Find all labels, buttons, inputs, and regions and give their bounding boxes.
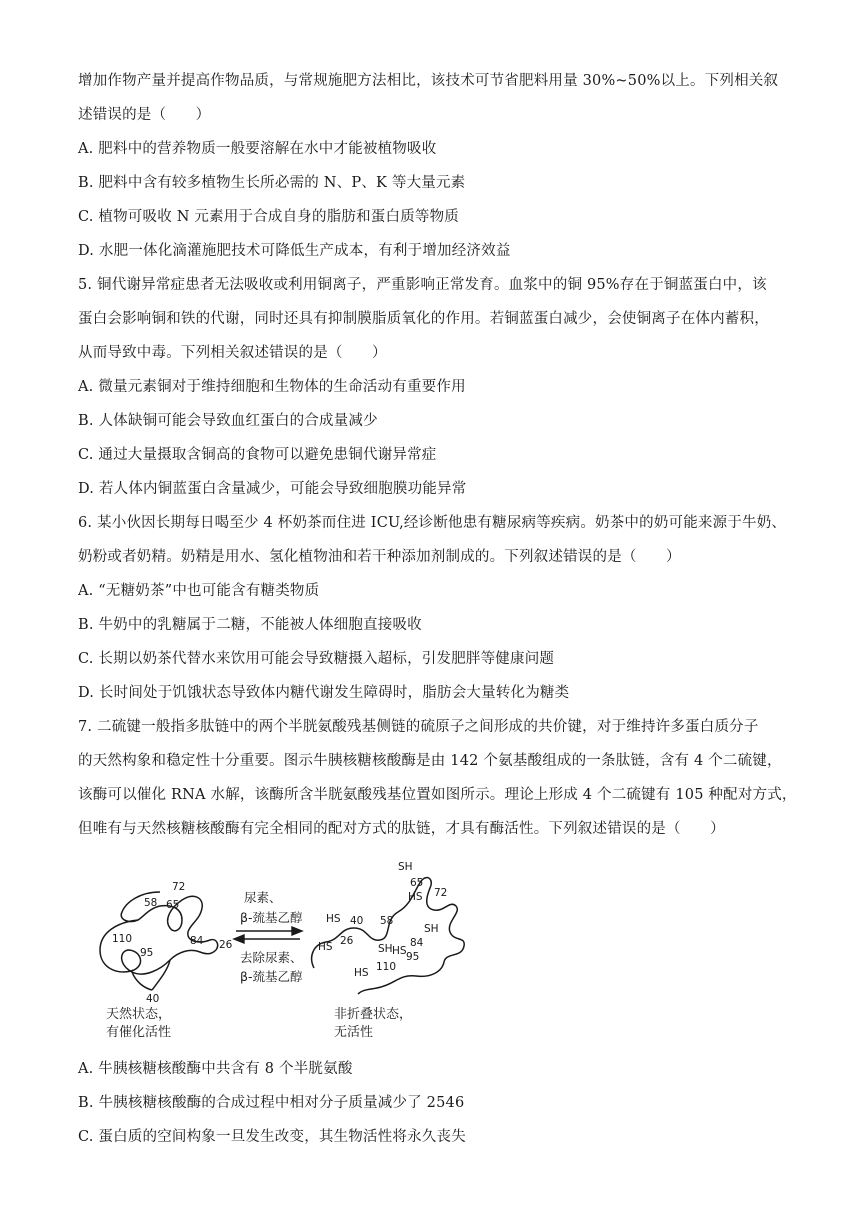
residue-label: 110 bbox=[376, 961, 397, 973]
option-c: C. 长期以奶茶代替水来饮用可能会导致糖摄入超标，引发肥胖等健康问题 bbox=[78, 651, 555, 667]
residue-label: HS bbox=[354, 967, 369, 979]
option-d: D. 长时间处于饥饿状态导致体内糖代谢发生障碍时，脂肪会大量转化为糖类 bbox=[78, 685, 570, 701]
residue-label: HS bbox=[408, 891, 423, 903]
residue-label: 65 bbox=[410, 877, 424, 889]
stem-line: 奶粉或者奶精。奶精是用水、氢化植物油和若干种添加剂制成的。下列叙述错误的是（ ） bbox=[78, 549, 681, 565]
residue-label: 95 bbox=[140, 947, 154, 959]
residue-label: HS bbox=[392, 945, 407, 957]
residue-label: HS bbox=[318, 941, 333, 953]
residue-label: 26 bbox=[219, 939, 233, 951]
residue-label: 72 bbox=[434, 887, 448, 899]
option-a: A. 牛胰核糖核酸酶中共含有 8 个半胱氨酸 bbox=[78, 1061, 353, 1077]
option-b: B. 人体缺铜可能会导致血红蛋白的合成量减少 bbox=[78, 413, 378, 429]
residue-label: HS bbox=[326, 913, 341, 925]
left-caption: 天然状态， bbox=[106, 1007, 172, 1022]
question-7 bbox=[78, 710, 797, 1154]
option-b: B. 肥料中含有较多植物生长所必需的 N、P、K 等大量元素 bbox=[78, 175, 466, 191]
option-a: A. “无糖奶茶”中也可能含有糖类物质 bbox=[78, 583, 320, 599]
option-b: B. 牛奶中的乳糖属于二糖，不能被人体细胞直接吸收 bbox=[78, 617, 422, 633]
question-4-continued bbox=[78, 64, 790, 268]
stem-line: 的天然构象和稳定性十分重要。图示牛胰核糖核酸酶是由 142 个氨基酸组成的一条肽链，含有 4 个二硫键， bbox=[78, 753, 782, 769]
exam-page bbox=[78, 64, 797, 1154]
stem-line: 7. 二硫键一般指多肽链中的两个半胱氨酸残基侧链的硫原子之间形成的共价键，对于维持许多蛋白质分子 bbox=[78, 719, 759, 735]
option-c: C. 蛋白质的空间构象一旦发生改变，其生物活性将永久丧失 bbox=[78, 1129, 466, 1145]
option-b: B. 牛胰核糖核酸酶的合成过程中相对分子质量减少了 2546 bbox=[78, 1095, 465, 1111]
option-c: C. 通过大量摄取含铜高的食物可以避免患铜代谢异常症 bbox=[78, 447, 437, 463]
stem-line: 但唯有与天然核糖核酸酶有完全相同的配对方式的肽链，才具有酶活性。下列叙述错误的是（ ） bbox=[78, 821, 725, 837]
ribonuclease-folding-diagram bbox=[78, 850, 790, 1040]
residue-label: 110 bbox=[112, 933, 133, 945]
residue-label: SH bbox=[424, 923, 439, 935]
stem-line: 6. 某小伙因长期每日喝至少 4 杯奶茶而住进 ICU,经诊断他患有糖尿病等疾病。奶茶中的奶可能来源于牛奶、 bbox=[78, 515, 787, 531]
stem-line: 增加作物产量并提高作物品质，与常规施肥方法相比，该技术可节省肥料用量 30%~50%以上。下列相关叙 bbox=[78, 73, 779, 89]
option-c: C. 植物可吸收 N 元素用于合成自身的脂肪和蛋白质等物质 bbox=[78, 209, 459, 225]
residue-label: 58 bbox=[380, 915, 394, 927]
question-5 bbox=[78, 268, 790, 506]
equilibrium-arrows bbox=[234, 927, 302, 943]
stem-line: 从而导致中毒。下列相关叙述错误的是（ ） bbox=[78, 345, 387, 361]
stem-line: 蛋白会影响铜和铁的代谢，同时还具有抑制膜脂质氧化的作用。若铜蓝蛋白减少，会使铜离子在体内蓄积， bbox=[78, 311, 769, 327]
question-6 bbox=[78, 506, 790, 710]
residue-label: 72 bbox=[172, 881, 186, 893]
diagram-svg bbox=[78, 850, 498, 1040]
stem-line: 述错误的是（ ） bbox=[78, 107, 211, 123]
left-caption: 有催化活性 bbox=[106, 1025, 172, 1040]
arrow-label-top: 尿素、 bbox=[244, 890, 282, 905]
option-d: D. 水肥一体化滴灌施肥技术可降低生产成本，有利于增加经济效益 bbox=[78, 243, 511, 259]
residue-label: 95 bbox=[406, 951, 420, 963]
stem-line: 该酶可以催化 RNA 水解，该酶所含半胱氨酸残基位置如图所示。理论上形成 4 个二硫键有 105 种配对方式， bbox=[78, 787, 797, 803]
residue-label: 40 bbox=[146, 993, 160, 1005]
residue-label: SH bbox=[398, 861, 413, 873]
arrow-label-bottom: β-巯基乙醇 bbox=[240, 969, 303, 984]
residue-label: 84 bbox=[410, 937, 424, 949]
arrow-label-bottom: 去除尿素、 bbox=[240, 950, 303, 965]
residue-label: 65 bbox=[166, 899, 180, 911]
residue-label: 26 bbox=[340, 935, 354, 947]
residue-label: SH bbox=[378, 943, 393, 955]
residue-label: 40 bbox=[350, 915, 364, 927]
option-a: A. 肥料中的营养物质一般要溶解在水中才能被植物吸收 bbox=[78, 141, 437, 157]
option-d: D. 若人体内铜蓝蛋白含量减少，可能会导致细胞膜功能异常 bbox=[78, 481, 467, 497]
right-caption: 非折叠状态， bbox=[334, 1007, 413, 1022]
arrow-label-top: β-巯基乙醇 bbox=[240, 910, 303, 925]
option-a: A. 微量元素铜对于维持细胞和生物体的生命活动有重要作用 bbox=[78, 379, 466, 395]
residue-label: 58 bbox=[144, 897, 158, 909]
right-caption: 无活性 bbox=[334, 1025, 374, 1040]
stem-line: 5. 铜代谢异常症患者无法吸收或利用铜离子，严重影响正常发育。血浆中的铜 95%存在于铜蓝蛋白中，该 bbox=[78, 277, 767, 293]
residue-label: 84 bbox=[190, 935, 204, 947]
